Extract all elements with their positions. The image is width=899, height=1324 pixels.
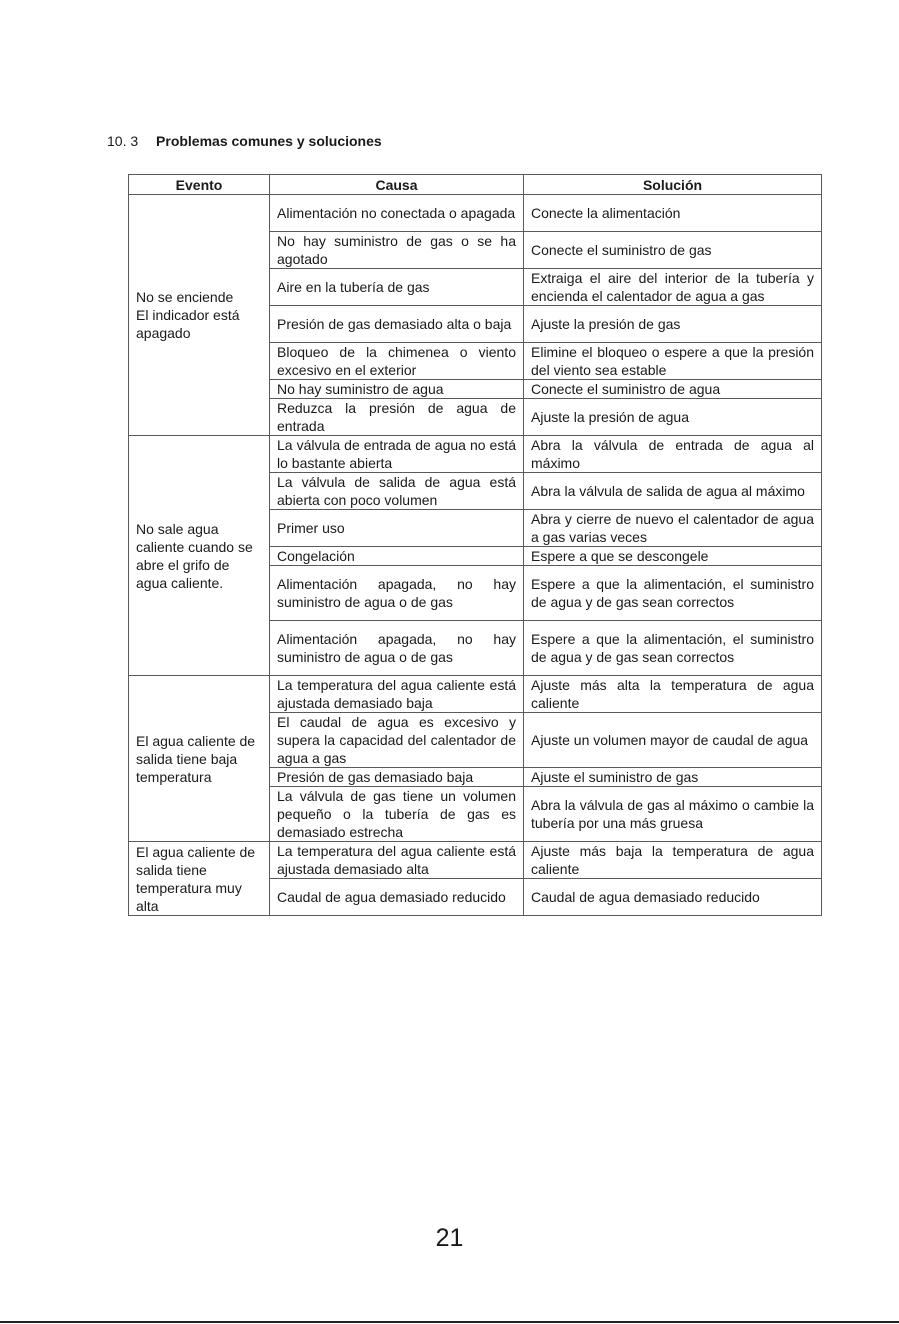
cause-cell: No hay suministro de agua [270, 380, 524, 399]
table-row [129, 676, 822, 713]
event-cell: No se enciende El indicador está apagado [129, 195, 270, 436]
cause-cell: Alimentación apagada, no hay suministro de agua o de gas [270, 566, 524, 621]
table-row [129, 195, 822, 232]
cause-cell: Aire en la tubería de gas [270, 269, 524, 306]
solution-cell: Ajuste la presión de gas [524, 306, 822, 343]
solution-cell: Ajuste la presión de agua [524, 399, 822, 436]
header-cause: Causa [270, 175, 524, 195]
troubleshooting-table [128, 174, 822, 916]
table-row [129, 842, 822, 879]
solution-cell: Espere a que se descongele [524, 547, 822, 566]
cause-cell: La temperatura del agua caliente está ajustada demasiado alta [270, 842, 524, 879]
cause-cell: Alimentación no conectada o apagada [270, 195, 524, 232]
cause-cell: El caudal de agua es excesivo y supera la capacidad del calentador de agua a gas [270, 713, 524, 768]
cause-cell: Presión de gas demasiado alta o baja [270, 306, 524, 343]
header-solution: Solución [524, 175, 822, 195]
bottom-rule [0, 1321, 899, 1323]
solution-cell: Ajuste el suministro de gas [524, 768, 822, 787]
page-number: 21 [435, 1224, 464, 1252]
solution-cell: Espere a que la alimentación, el suministro de agua y de gas sean correctos [524, 621, 822, 676]
solution-cell: Elimine el bloqueo o espere a que la presión del viento sea estable [524, 343, 822, 380]
solution-cell: Ajuste más alta la temperatura de agua caliente [524, 676, 822, 713]
section-number: 10. 3 [107, 133, 139, 149]
section-heading [107, 133, 382, 149]
solution-cell: Ajuste más baja la temperatura de agua caliente [524, 842, 822, 879]
solution-cell: Espere a que la alimentación, el suministro de agua y de gas sean correctos [524, 566, 822, 621]
cause-cell: Congelación [270, 547, 524, 566]
section-title: Problemas comunes y soluciones [156, 133, 382, 149]
event-cell: El agua caliente de salida tiene baja temperatura [129, 676, 270, 842]
solution-cell: Ajuste un volumen mayor de caudal de agua [524, 713, 822, 768]
cause-cell: Reduzca la presión de agua de entrada [270, 399, 524, 436]
solution-cell: Abra la válvula de gas al máximo o cambie la tubería por una más gruesa [524, 787, 822, 842]
cause-cell: La válvula de salida de agua está abierta con poco volumen [270, 473, 524, 510]
table-row [129, 436, 822, 473]
solution-cell: Caudal de agua demasiado reducido [524, 879, 822, 916]
cause-cell: Caudal de agua demasiado reducido [270, 879, 524, 916]
solution-cell: Abra la válvula de salida de agua al máximo [524, 473, 822, 510]
cause-cell: Presión de gas demasiado baja [270, 768, 524, 787]
solution-cell: Abra y cierre de nuevo el calentador de agua a gas varias veces [524, 510, 822, 547]
table-header-row [129, 175, 822, 195]
cause-cell: La válvula de entrada de agua no está lo bastante abierta [270, 436, 524, 473]
header-event: Evento [129, 175, 270, 195]
cause-cell: No hay suministro de gas o se ha agotado [270, 232, 524, 269]
solution-cell: Abra la válvula de entrada de agua al máximo [524, 436, 822, 473]
solution-cell: Conecte el suministro de gas [524, 232, 822, 269]
table-body [129, 195, 822, 916]
cause-cell: Alimentación apagada, no hay suministro de agua o de gas [270, 621, 524, 676]
cause-cell: La temperatura del agua caliente está ajustada demasiado baja [270, 676, 524, 713]
solution-cell: Conecte el suministro de agua [524, 380, 822, 399]
event-cell: No sale agua caliente cuando se abre el grifo de agua caliente. [129, 436, 270, 676]
solution-cell: Extraiga el aire del interior de la tubería y encienda el calentador de agua a gas [524, 269, 822, 306]
cause-cell: Primer uso [270, 510, 524, 547]
event-cell: El agua caliente de salida tiene temperatura muy alta [129, 842, 270, 916]
solution-cell: Conecte la alimentación [524, 195, 822, 232]
cause-cell: Bloqueo de la chimenea o viento excesivo en el exterior [270, 343, 524, 380]
cause-cell: La válvula de gas tiene un volumen pequeño o la tubería de gas es demasiado estrecha [270, 787, 524, 842]
